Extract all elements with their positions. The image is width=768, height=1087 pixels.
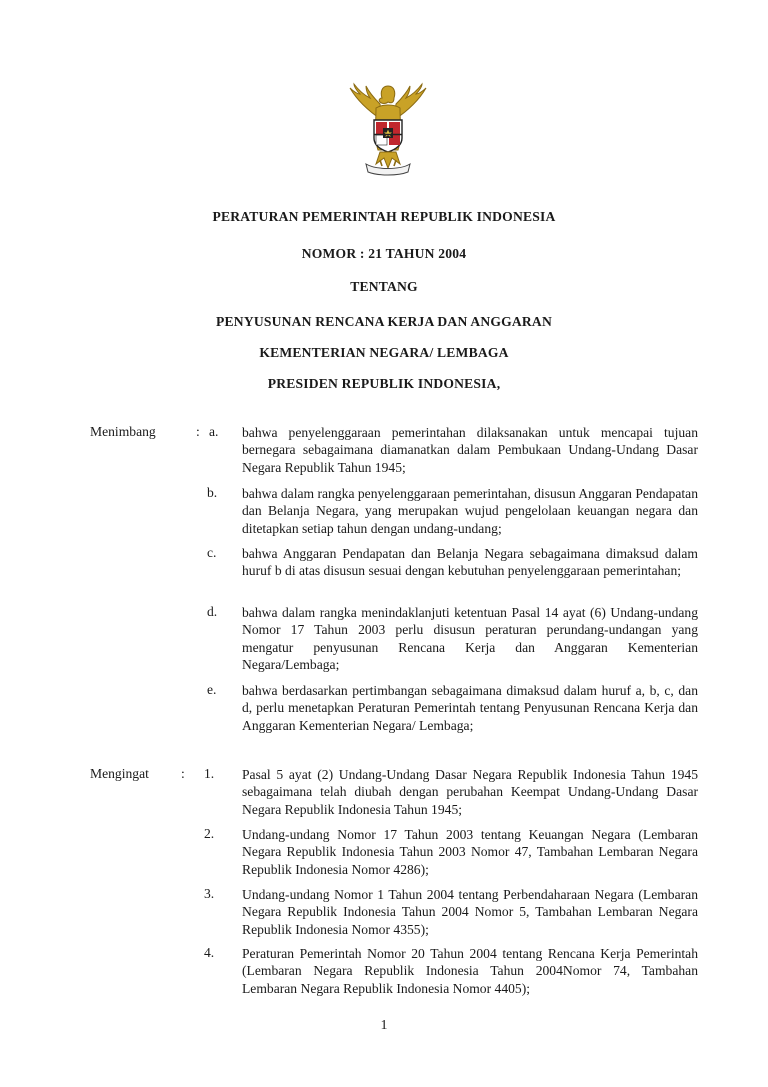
mengingat-item-4: Peraturan Pemerintah Nomor 20 Tahun 2004 tentang Rencana Kerja Pemerintah (Lembaran Negara Republik Indonesia Tahun 2004Nomor 74, Tambahan Lembaran Negara Republik Indonesia Nomor 4405); (242, 946, 698, 996)
mengingat-marker-2: 2. (204, 826, 215, 841)
garuda-emblem-icon (336, 82, 440, 180)
menimbang-item-e: bahwa berdasarkan pertimbangan sebagaimana dimaksud dalam huruf a, b, c, dan d, perlu menetapkan Peraturan Pemerintah tentang Penyusunan Rencana Kerja dan Anggaran Kementerian Negara/ Lembaga; (242, 683, 698, 733)
mengingat-marker-1: 1. (204, 766, 215, 781)
menimbang-item-c: bahwa Anggaran Pendapatan dan Belanja Negara sebagaimana dimaksud dalam huruf b di atas disusun sesuai dengan kebutuhan penyelenggaraan pemerintahan; (242, 546, 698, 579)
menimbang-label: Menimbang (90, 424, 156, 439)
menimbang-marker-c: c. (207, 545, 217, 560)
mengingat-marker-4: 4. (204, 945, 215, 960)
doc-title: PERATURAN PEMERINTAH REPUBLIK INDONESIA (212, 209, 556, 224)
mengingat-marker-3: 3. (204, 886, 215, 901)
doc-subject-2: KEMENTERIAN NEGARA/ LEMBAGA (259, 345, 509, 360)
menimbang-colon: : (196, 424, 200, 439)
mengingat-label: Mengingat (90, 766, 149, 781)
menimbang-item-a: bahwa penyelenggaraan pemerintahan dilaksanakan untuk mencapai tujuan bernegara sebagaimana diamanatkan dalam Pembukaan Undang-Undang Dasar Negara Republik Tahun 1945; (242, 425, 698, 475)
menimbang-marker-e: e. (207, 682, 217, 697)
doc-subject-1: PENYUSUNAN RENCANA KERJA DAN ANGGARAN (216, 314, 552, 329)
mengingat-item-3: Undang-undang Nomor 1 Tahun 2004 tentang Perbendaharaan Negara (Lembaran Negara Republik Indonesia Tahun 2004 Nomor 5, Tambahan Lembaran Negara Republik Indonesia Nomor 4355); (242, 887, 698, 937)
mengingat-item-1: Pasal 5 ayat (2) Undang-Undang Dasar Negara Republik Indonesia Tahun 1945 sebagaimana telah diubah dengan perubahan Keempat Undang-Undang Dasar Negara Republik Indonesia Tahun 1945; (242, 767, 698, 817)
menimbang-marker-d: d. (207, 604, 218, 619)
doc-tentang: TENTANG (350, 279, 418, 294)
mengingat-colon: : (181, 766, 185, 781)
menimbang-marker-b: b. (207, 485, 218, 500)
mengingat-item-2: Undang-undang Nomor 17 Tahun 2003 tentang Keuangan Negara (Lembaran Negara Republik Indonesia Tahun 2003 Nomor 47, Tambahan Lembaran Negara Republik Indonesia Nomor 4286); (242, 827, 698, 877)
menimbang-item-b: bahwa dalam rangka penyelenggaraan pemerintahan, disusun Anggaran Pendapatan dan Belanja Negara, yang merupakan wujud pengelolaan keuangan negara dan ditetapkan setiap tahun dengan undang-undang; (242, 486, 698, 536)
menimbang-marker-a: a. (209, 424, 219, 439)
doc-number: NOMOR : 21 TAHUN 2004 (301, 246, 467, 261)
menimbang-item-d: bahwa dalam rangka menindaklanjuti ketentuan Pasal 14 ayat (6) Undang-undang Nomor 17 Tahun 2003 perlu disusun peraturan perundang-undangan yang mengatur penyusunan Rencana Kerja dan Anggaran Kementerian Negara/Lembaga; (242, 605, 698, 673)
page-number: 1 (380, 1018, 388, 1033)
doc-president: PRESIDEN REPUBLIK INDONESIA, (267, 376, 501, 391)
